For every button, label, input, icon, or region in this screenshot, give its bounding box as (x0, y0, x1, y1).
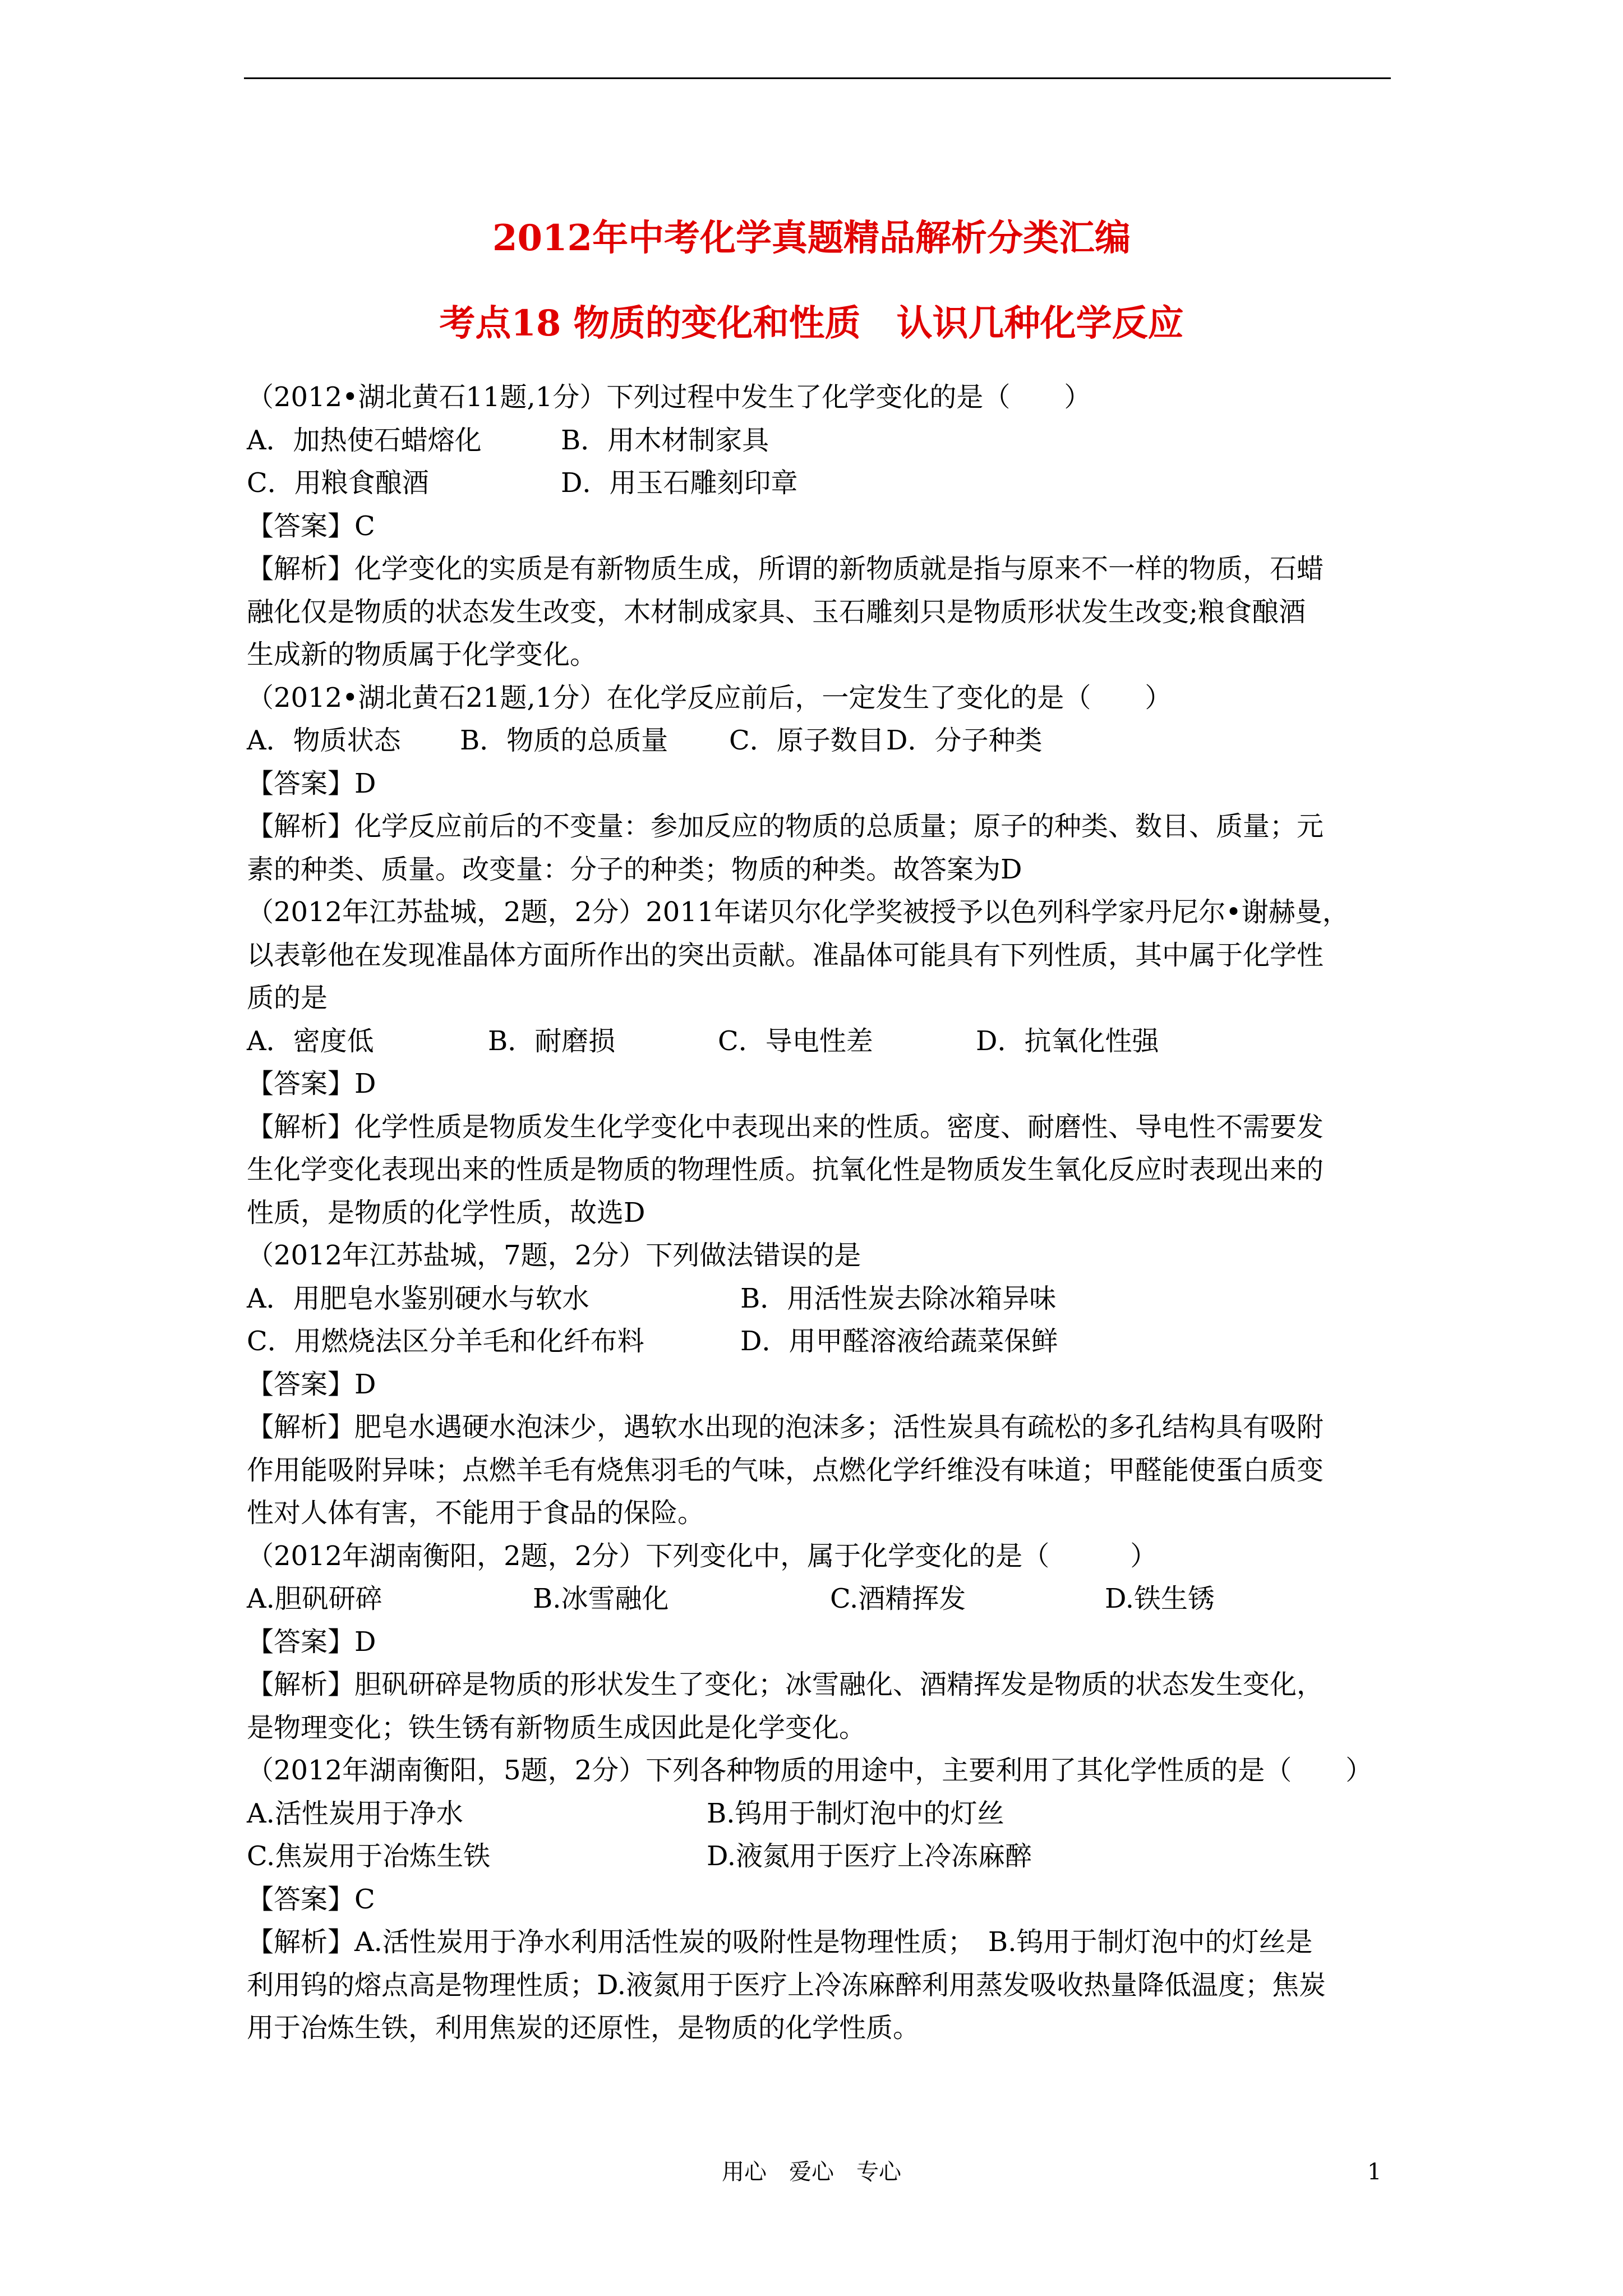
text-line (247, 891, 1380, 934)
text-line (247, 462, 1380, 505)
line-text: 【解析】肥皂水遇硬水泡沫少，遇软水出现的泡沫多；活性炭具有疏松的多孔结构具有吸附 (247, 1411, 1324, 1443)
line-text: 质的是 (247, 982, 328, 1014)
line-text: 【答案】D (247, 1068, 376, 1099)
text-line (247, 1792, 1380, 1835)
option-text: B．物质的总质量 (460, 725, 668, 756)
text-line (247, 1835, 1380, 1878)
option-text: C.焦炭用于冶炼生铁 (247, 1841, 491, 1872)
line-text: 融化仅是物质的状态发生改变，木材制成家具、玉石雕刻只是物质形状发生改变;粮食酿酒 (247, 596, 1306, 628)
text-line (247, 1663, 1380, 1706)
text-line (247, 677, 1380, 720)
line-text: 【答案】C (247, 1883, 375, 1915)
text-line (247, 1621, 1380, 1664)
option-text: D．分子种类 (886, 725, 1043, 756)
line-text: （2012年湖南衡阳，5题，2分）下列各种物质的用途中，主要利用了其化学性质的是（ ） (247, 1755, 1373, 1786)
text-line (247, 1191, 1380, 1235)
text-line (247, 591, 1380, 634)
text-line (247, 1921, 1380, 1964)
option-text: A.活性炭用于净水 (247, 1797, 463, 1829)
option-text: D.液氮用于医疗上冷冻麻醉 (707, 1841, 1032, 1872)
line-text: 是物理变化；铁生锈有新物质生成因此是化学变化。 (247, 1711, 866, 1743)
text-line (247, 762, 1380, 806)
line-text: （2012•湖北黄石11题,1分）下列过程中发生了化学变化的是（ ） (247, 381, 1091, 413)
line-text: 性质，是物质的化学性质，故选D (247, 1197, 645, 1228)
text-line (247, 633, 1380, 677)
line-text: 【解析】A.活性炭用于净水利用活性炭的吸附性是物理性质； B.钨用于制灯泡中的灯丝是 (247, 1926, 1313, 1958)
line-text: 性对人体有害，不能用于食品的保险。 (247, 1497, 705, 1529)
text-line (247, 1234, 1380, 1277)
line-text: （2012年江苏盐城，7题，2分）下列做法错误的是 (247, 1240, 861, 1271)
text-line (247, 977, 1380, 1020)
text-line (247, 547, 1380, 591)
line-text: 以表彰他在发现准晶体方面所作出的突出贡献。准晶体可能具有下列性质，其中属于化学性 (247, 939, 1324, 971)
text-line (247, 1148, 1380, 1191)
option-text: C．用粮食酿酒 (247, 467, 429, 499)
page-number: 1 (1367, 2159, 1382, 2185)
text-line (247, 848, 1380, 891)
option-text: B.钨用于制灯泡中的灯丝 (707, 1797, 1004, 1829)
option-text: B.冰雪融化 (533, 1583, 669, 1614)
text-line (247, 1363, 1380, 1406)
option-text: C．导电性差 (718, 1025, 873, 1057)
line-text: 生成新的物质属于化学变化。 (247, 639, 597, 670)
text-line (247, 1449, 1380, 1492)
text-line (247, 376, 1380, 419)
option-text: A．物质状态 (247, 725, 401, 756)
text-line (247, 805, 1380, 848)
text-line (247, 1277, 1380, 1320)
text-line (247, 1106, 1380, 1149)
option-text: D.铁生锈 (1105, 1583, 1215, 1614)
line-text: 利用钨的熔点高是物理性质；D.液氮用于医疗上冷冻麻醉利用蒸发吸收热量降低温度；焦炭 (247, 1969, 1326, 2001)
line-text: （2012年江苏盐城，2题，2分）2011年诺贝尔化学奖被授予以色列科学家丹尼尔•谢赫曼， (247, 896, 1349, 928)
text-line (247, 1020, 1380, 1063)
line-text: 【答案】D (247, 1368, 376, 1400)
text-line (247, 1878, 1380, 1921)
document-body (247, 376, 1380, 2050)
text-line (247, 1406, 1380, 1449)
page-title: 2012年中考化学真题精品解析分类汇编 (492, 217, 1131, 259)
text-line (247, 419, 1380, 462)
option-text: B．用木材制家具 (561, 424, 769, 456)
option-text: A．密度低 (247, 1025, 374, 1057)
option-text: C.酒精挥发 (830, 1583, 966, 1614)
text-line (247, 1749, 1380, 1792)
line-text: 【解析】化学变化的实质是有新物质生成，所谓的新物质就是指与原来不一样的物质，石蜡 (247, 553, 1324, 585)
option-text: B．用活性炭去除冰箱异味 (740, 1282, 1057, 1314)
line-text: 【解析】胆矾研碎是物质的形状发生了变化；冰雪融化、酒精挥发是物质的状态发生变化， (247, 1669, 1324, 1700)
text-line (247, 934, 1380, 977)
text-line (247, 505, 1380, 548)
text-line (247, 1535, 1380, 1578)
page-subtitle: 考点18 物质的变化和性质 认识几种化学反应 (439, 302, 1184, 344)
option-text: C．用燃烧法区分羊毛和化纤布料 (247, 1326, 644, 1357)
option-text: A．用肥皂水鉴别硬水与软水 (247, 1282, 589, 1314)
line-text: 生化学变化表现出来的性质是物质的物理性质。抗氧化性是物质发生氧化反应时表现出来的 (247, 1154, 1324, 1185)
line-text: 【答案】D (247, 1626, 376, 1658)
text-line (247, 1492, 1380, 1535)
text-line (247, 1062, 1380, 1106)
option-text: A．加热使石蜡熔化 (247, 424, 482, 456)
text-line (247, 1577, 1380, 1621)
line-text: 作用能吸附异味；点燃羊毛有烧焦羽毛的气味，点燃化学纤维没有味道；甲醛能使蛋白质变 (247, 1454, 1324, 1486)
header-rule (244, 77, 1391, 79)
text-line (247, 1320, 1380, 1363)
line-text: 【答案】D (247, 767, 376, 799)
line-text: 用于冶炼生铁，利用焦炭的还原性，是物质的化学性质。 (247, 2012, 920, 2044)
line-text: 素的种类、质量。改变量：分子的种类；物质的种类。故答案为D (247, 853, 1022, 885)
option-text: D．抗氧化性强 (976, 1025, 1159, 1057)
line-text: 【解析】化学性质是物质发生化学变化中表现出来的性质。密度、耐磨性、导电性不需要发 (247, 1111, 1324, 1143)
footer-motto: 用心 爱心 专心 (722, 2159, 901, 2185)
text-line (247, 1706, 1380, 1750)
text-line (247, 719, 1380, 762)
text-line (247, 1964, 1380, 2007)
option-text: B．耐磨损 (488, 1025, 616, 1057)
option-text: C．原子数目 (729, 725, 884, 756)
line-text: 【答案】C (247, 510, 375, 542)
line-text: （2012年湖南衡阳，2题，2分）下列变化中，属于化学变化的是（ ） (247, 1540, 1158, 1572)
line-text: 【解析】化学反应前后的不变量：参加反应的物质的总质量；原子的种类、数目、质量；元 (247, 811, 1324, 842)
option-text: D．用玉石雕刻印章 (561, 467, 798, 499)
text-line (247, 2007, 1380, 2050)
option-text: D．用甲醛溶液给蔬菜保鲜 (740, 1326, 1058, 1357)
line-text: （2012•湖北黄石21题,1分）在化学反应前后，一定发生了变化的是（ ） (247, 682, 1172, 714)
option-text: A.胆矾研碎 (247, 1583, 382, 1614)
